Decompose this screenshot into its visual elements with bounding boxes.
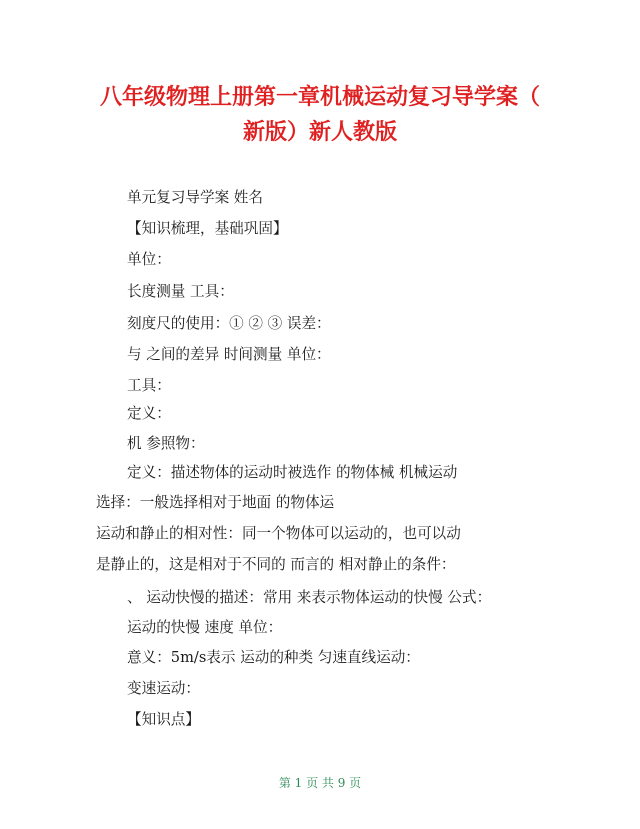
document-title-line-2: 新版）新人教版 bbox=[242, 120, 397, 145]
page-number-footer: 第 1 页 共 9 页 bbox=[278, 776, 362, 790]
body-line: 【知识点】 bbox=[127, 711, 200, 728]
document-title-line-1: 八年级物理上册第一章机械运动复习导学案（ bbox=[99, 85, 540, 110]
body-line: 是静止的，这是相对于不同的 而言的 相对静止的条件： bbox=[96, 556, 456, 573]
body-line: 定义： bbox=[127, 405, 171, 422]
body-line: 意义：5m/s表示 运动的种类 匀速直线运动： bbox=[127, 649, 420, 666]
body-line: 运动的快慢 速度 单位： bbox=[127, 619, 283, 636]
body-line: 单位： bbox=[127, 251, 171, 268]
body-line: 定义：描述物体的运动时被选作 的物体械 机械运动 bbox=[127, 464, 458, 481]
body-line: 工具： bbox=[127, 377, 171, 394]
body-line: 选择：一般选择相对于地面 的物体运 bbox=[96, 494, 335, 511]
body-line: 长度测量 工具： bbox=[127, 283, 234, 300]
body-line: 变速运动： bbox=[127, 680, 200, 697]
body-line: 运动和静止的相对性：同一个物体可以运动的，也可以动 bbox=[96, 525, 461, 542]
body-line: 单元复习导学案 姓名 bbox=[127, 189, 263, 206]
body-line: 、 运动快慢的描述：常用 来表示物体运动的快慢 公式： bbox=[127, 589, 492, 606]
body-line: 与 之间的差异 时间测量 单位： bbox=[127, 346, 331, 363]
body-line: 【知识梳理，基础巩固】 bbox=[127, 220, 288, 237]
body-line: 机 参照物： bbox=[127, 435, 205, 452]
body-line: 刻度尺的使用：① ② ③ 误差： bbox=[127, 315, 331, 332]
